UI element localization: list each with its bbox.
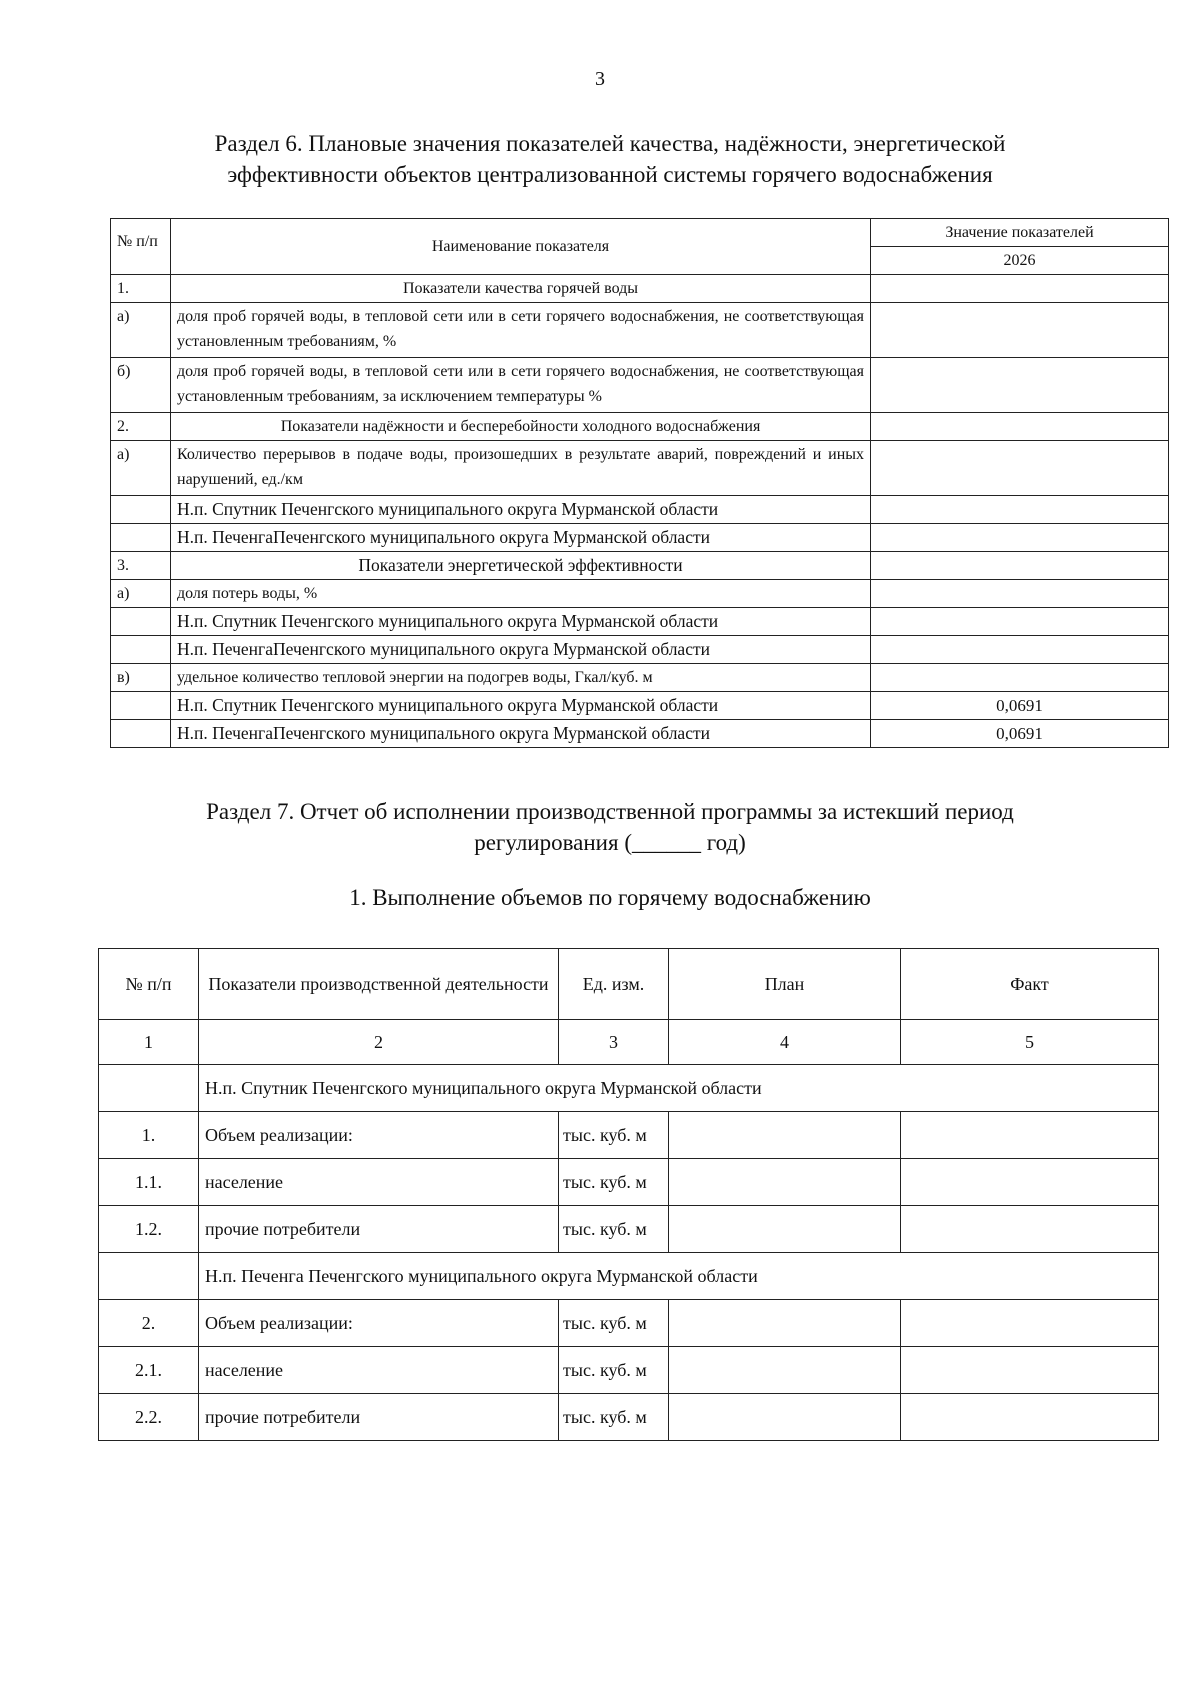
row-num [111, 524, 171, 552]
header-fact: Факт [901, 949, 1159, 1020]
row-name: Н.п. Спутник Печенгского муниципального округа Мурманской области [171, 608, 871, 636]
column-index-row [99, 1020, 1159, 1065]
row-num [111, 636, 171, 664]
column-index: 2 [199, 1020, 559, 1065]
row-plan [669, 1159, 901, 1206]
table-row [111, 275, 1169, 303]
table-row [99, 1206, 1159, 1253]
table-row [99, 1300, 1159, 1347]
row-unit: тыс. куб. м [559, 1206, 669, 1253]
table-row [111, 580, 1169, 608]
row-value: 0,0691 [871, 692, 1169, 720]
section7-title [130, 796, 1090, 858]
quality-indicators-table [110, 218, 1169, 748]
column-index: 1 [99, 1020, 199, 1065]
table-row [111, 692, 1169, 720]
row-name: население [199, 1159, 559, 1206]
group-place: Н.п. Спутник Печенгского муниципального округа Мурманской области [199, 1065, 1159, 1112]
row-name: Объем реализации: [199, 1112, 559, 1159]
row-num: а) [111, 580, 171, 608]
table-row [111, 552, 1169, 580]
row-value [871, 580, 1169, 608]
row-plan [669, 1112, 901, 1159]
table-row [111, 524, 1169, 552]
header-plan: План [669, 949, 901, 1020]
header-value-group: Значение показателей [871, 219, 1169, 247]
row-unit: тыс. куб. м [559, 1347, 669, 1394]
row-num [111, 496, 171, 524]
row-fact [901, 1112, 1159, 1159]
row-name: прочие потребители [199, 1394, 559, 1441]
row-num: 3. [111, 552, 171, 580]
row-name: Показатели качества горячей воды [171, 275, 871, 303]
section6-title [130, 128, 1090, 190]
row-value [871, 664, 1169, 692]
group-row [99, 1253, 1159, 1300]
column-index: 4 [669, 1020, 901, 1065]
row-unit: тыс. куб. м [559, 1394, 669, 1441]
table-row [111, 496, 1169, 524]
row-fact [901, 1159, 1159, 1206]
section6-title-line1: Раздел 6. Плановые значения показателей качества, надёжности, энергетической [214, 131, 1006, 156]
row-num: б) [111, 358, 171, 413]
hot-water-volumes-table [98, 948, 1159, 1441]
row-value [871, 303, 1169, 358]
group-place: Н.п. Печенга Печенгского муниципального округа Мурманской области [199, 1253, 1159, 1300]
table-header-row [111, 219, 1169, 247]
section6-title-line2: эффективности объектов централизованной системы горячего водоснабжения [227, 162, 993, 187]
row-num: 1.2. [99, 1206, 199, 1253]
table-row [99, 1112, 1159, 1159]
header-num: № п/п [111, 219, 171, 275]
row-value [871, 275, 1169, 303]
row-plan [669, 1394, 901, 1441]
row-num: 2. [99, 1300, 199, 1347]
row-plan [669, 1347, 901, 1394]
row-name: доля потерь воды, % [171, 580, 871, 608]
row-name: Показатели надёжности и бесперебойности холодного водоснабжения [171, 413, 871, 441]
row-fact [901, 1394, 1159, 1441]
group-row [99, 1065, 1159, 1112]
section7-title-line2: регулирования (______ год) [474, 830, 746, 855]
table-row [111, 303, 1169, 358]
row-fact [901, 1206, 1159, 1253]
row-num [111, 608, 171, 636]
group-num [99, 1065, 199, 1112]
row-fact [901, 1347, 1159, 1394]
group-num [99, 1253, 199, 1300]
table-row [99, 1394, 1159, 1441]
row-value [871, 524, 1169, 552]
row-name: Объем реализации: [199, 1300, 559, 1347]
row-fact [901, 1300, 1159, 1347]
header-name: Наименование показателя [171, 219, 871, 275]
row-plan [669, 1300, 901, 1347]
row-num: а) [111, 303, 171, 358]
row-unit: тыс. куб. м [559, 1159, 669, 1206]
row-name: Количество перерывов в подаче воды, произошедших в результате аварий, повреждений и иных нарушений, ед./км [171, 441, 871, 496]
row-num [111, 692, 171, 720]
header-year: 2026 [871, 247, 1169, 275]
row-num: 2. [111, 413, 171, 441]
table-row [111, 720, 1169, 748]
row-value [871, 413, 1169, 441]
row-plan [669, 1206, 901, 1253]
row-num: 2.1. [99, 1347, 199, 1394]
row-num: 1.1. [99, 1159, 199, 1206]
row-unit: тыс. куб. м [559, 1300, 669, 1347]
section7-title-line1: Раздел 7. Отчет об исполнении производственной программы за истекший период [206, 799, 1014, 824]
row-name: доля проб горячей воды, в тепловой сети или в сети горячего водоснабжения, не соответствующая установленным требованиям, % [171, 303, 871, 358]
row-num: а) [111, 441, 171, 496]
row-value [871, 496, 1169, 524]
section7-subtitle: 1. Выполнение объемов по горячему водоснабжению [349, 885, 871, 910]
row-value [871, 552, 1169, 580]
table-row [111, 358, 1169, 413]
row-value [871, 441, 1169, 496]
row-name: Н.п. ПеченгаПеченгского муниципального округа Мурманской области [171, 720, 871, 748]
table-row [99, 1159, 1159, 1206]
column-index: 3 [559, 1020, 669, 1065]
table-row [111, 441, 1169, 496]
row-name: Н.п. Спутник Печенгского муниципального округа Мурманской области [171, 496, 871, 524]
header-unit: Ед. изм. [559, 949, 669, 1020]
row-value [871, 636, 1169, 664]
row-name: Н.п. Спутник Печенгского муниципального округа Мурманской области [171, 692, 871, 720]
header-name: Показатели производственной деятельности [199, 949, 559, 1020]
row-name: доля проб горячей воды, в тепловой сети или в сети горячего водоснабжения, не соответствующая установленным требованиям, за исключением температуры % [171, 358, 871, 413]
column-index: 5 [901, 1020, 1159, 1065]
row-name: население [199, 1347, 559, 1394]
header-num: № п/п [99, 949, 199, 1020]
row-name: удельное количество тепловой энергии на подогрев воды, Гкал/куб. м [171, 664, 871, 692]
table-header-row [99, 949, 1159, 1020]
row-num: 1. [111, 275, 171, 303]
row-name: Н.п. ПеченгаПеченгского муниципального округа Мурманской области [171, 524, 871, 552]
page-number: 3 [595, 68, 605, 90]
table-row [111, 608, 1169, 636]
row-name: Н.п. ПеченгаПеченгского муниципального округа Мурманской области [171, 636, 871, 664]
table-row [99, 1347, 1159, 1394]
row-num: 2.2. [99, 1394, 199, 1441]
table-row [111, 413, 1169, 441]
row-num: 1. [99, 1112, 199, 1159]
row-unit: тыс. куб. м [559, 1112, 669, 1159]
row-num: в) [111, 664, 171, 692]
row-name: прочие потребители [199, 1206, 559, 1253]
row-num [111, 720, 171, 748]
row-value: 0,0691 [871, 720, 1169, 748]
row-value [871, 608, 1169, 636]
table-row [111, 664, 1169, 692]
table-row [111, 636, 1169, 664]
row-value [871, 358, 1169, 413]
row-name: Показатели энергетической эффективности [171, 552, 871, 580]
